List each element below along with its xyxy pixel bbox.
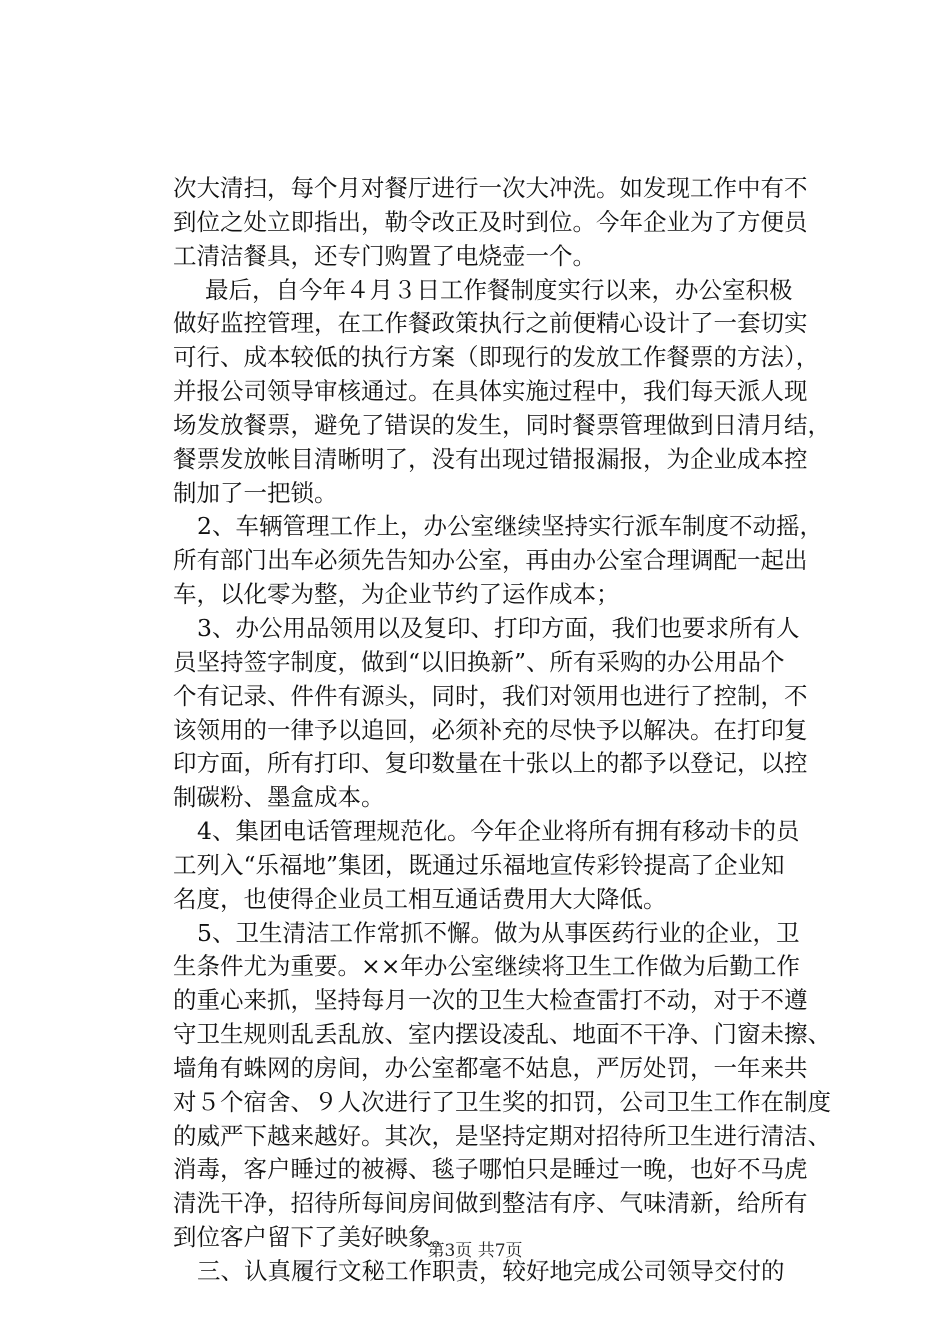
text-line: 守卫生规则乱丢乱放、室内摆设凌乱、地面不干净、门窗未擦、	[173, 1020, 831, 1049]
text-line: 到位之处立即指出，勒令改正及时到位。今年企业为了方便员	[173, 207, 808, 236]
text-line: 印方面，所有打印、复印数量在十张以上的都予以登记，以控	[173, 749, 808, 778]
text-line: 墙角有蛛网的房间，办公室都毫不姑息，严厉处罚，一年来共	[173, 1053, 808, 1082]
section-heading-line: 三、认真履行文秘工作职责，较好地完成公司领导交付的	[197, 1257, 785, 1285]
text-line: 的重心来抓，坚持每月一次的卫生大检查雷打不动，对于不遵	[173, 986, 808, 1015]
text-line: 生条件尤为重要。××年办公室继续将卫生工作做为后勤工作	[173, 952, 800, 981]
text-line: 该领用的一律予以追回，必须补充的尽快予以解决。在打印复	[173, 715, 808, 744]
text-line: 消毒，客户睡过的被褥、毯子哪怕只是睡过一晚，也好不马虎	[173, 1155, 808, 1184]
document-body	[173, 172, 833, 1289]
text-line: 工列入“乐福地”集团，既通过乐福地宣传彩铃提高了企业知	[173, 850, 785, 879]
paragraph-start-line: 5、卫生清洁工作常抓不懈。做为从事医药行业的企业，卫	[197, 918, 800, 947]
text-line: 可行、成本较低的执行方案（即现行的发放工作餐票的方法），	[173, 343, 820, 372]
text-line: 次大清扫，每个月对餐厅进行一次大冲洗。如发现工作中有不	[173, 174, 808, 202]
paragraph-start-line: 3、办公用品领用以及复印、打印方面，我们也要求所有人	[197, 613, 800, 642]
text-line: 并报公司领导审核通过。在具体实施过程中，我们每天派人现	[173, 377, 808, 406]
text-line: 的威严下越来越好。其次，是坚持定期对招待所卫生进行清洁、	[173, 1121, 831, 1150]
page-footer	[0, 1240, 950, 1262]
text-line: 员坚持签字制度，做到“以旧换新”、所有采购的办公用品个	[173, 647, 785, 676]
text-line: 个有记录、件件有源头，同时，我们对领用也进行了控制，不	[173, 681, 808, 710]
paragraph-start-line: 最后，自今年４月３日工作餐制度实行以来，办公室积极	[205, 275, 793, 304]
text-line: 清洗干净，招待所每间房间做到整洁有序、气味清新，给所有	[173, 1189, 808, 1218]
text-line: 场发放餐票，避免了错误的发生，同时餐票管理做到日清月结，	[173, 410, 831, 439]
paragraph-start-line: 4、集团电话管理规范化。今年企业将所有拥有移动卡的员	[197, 817, 800, 846]
text-line: 名度，也使得企业员工相互通话费用大大降低。	[173, 884, 667, 913]
text-line: 餐票发放帐目清晰明了，没有出现过错报漏报，为企业成本控	[173, 444, 808, 473]
text-line: 做好监控管理，在工作餐政策执行之前便精心设计了一套切实	[173, 309, 808, 338]
page-number: 第3页 共7页	[427, 1241, 523, 1261]
text-line: 制碳粉、墨盒成本。	[173, 783, 385, 812]
text-line: 工清洁餐具，还专门购置了电烧壶一个。	[173, 241, 596, 270]
text-line: 所有部门出车必须先告知办公室，再由办公室合理调配一起出	[173, 546, 808, 575]
text-line: 对５个宿舍、９人次进行了卫生奖的扣罚，公司卫生工作在制度	[173, 1087, 831, 1116]
text-line: 制加了一把锁。	[173, 478, 338, 507]
text-line: 到位客户留下了美好映象。	[173, 1223, 455, 1252]
text-line: 车，以化零为整，为企业节约了运作成本；	[173, 580, 620, 609]
paragraph-start-line: 2、车辆管理工作上，办公室继续坚持实行派车制度不动摇，	[197, 512, 823, 541]
